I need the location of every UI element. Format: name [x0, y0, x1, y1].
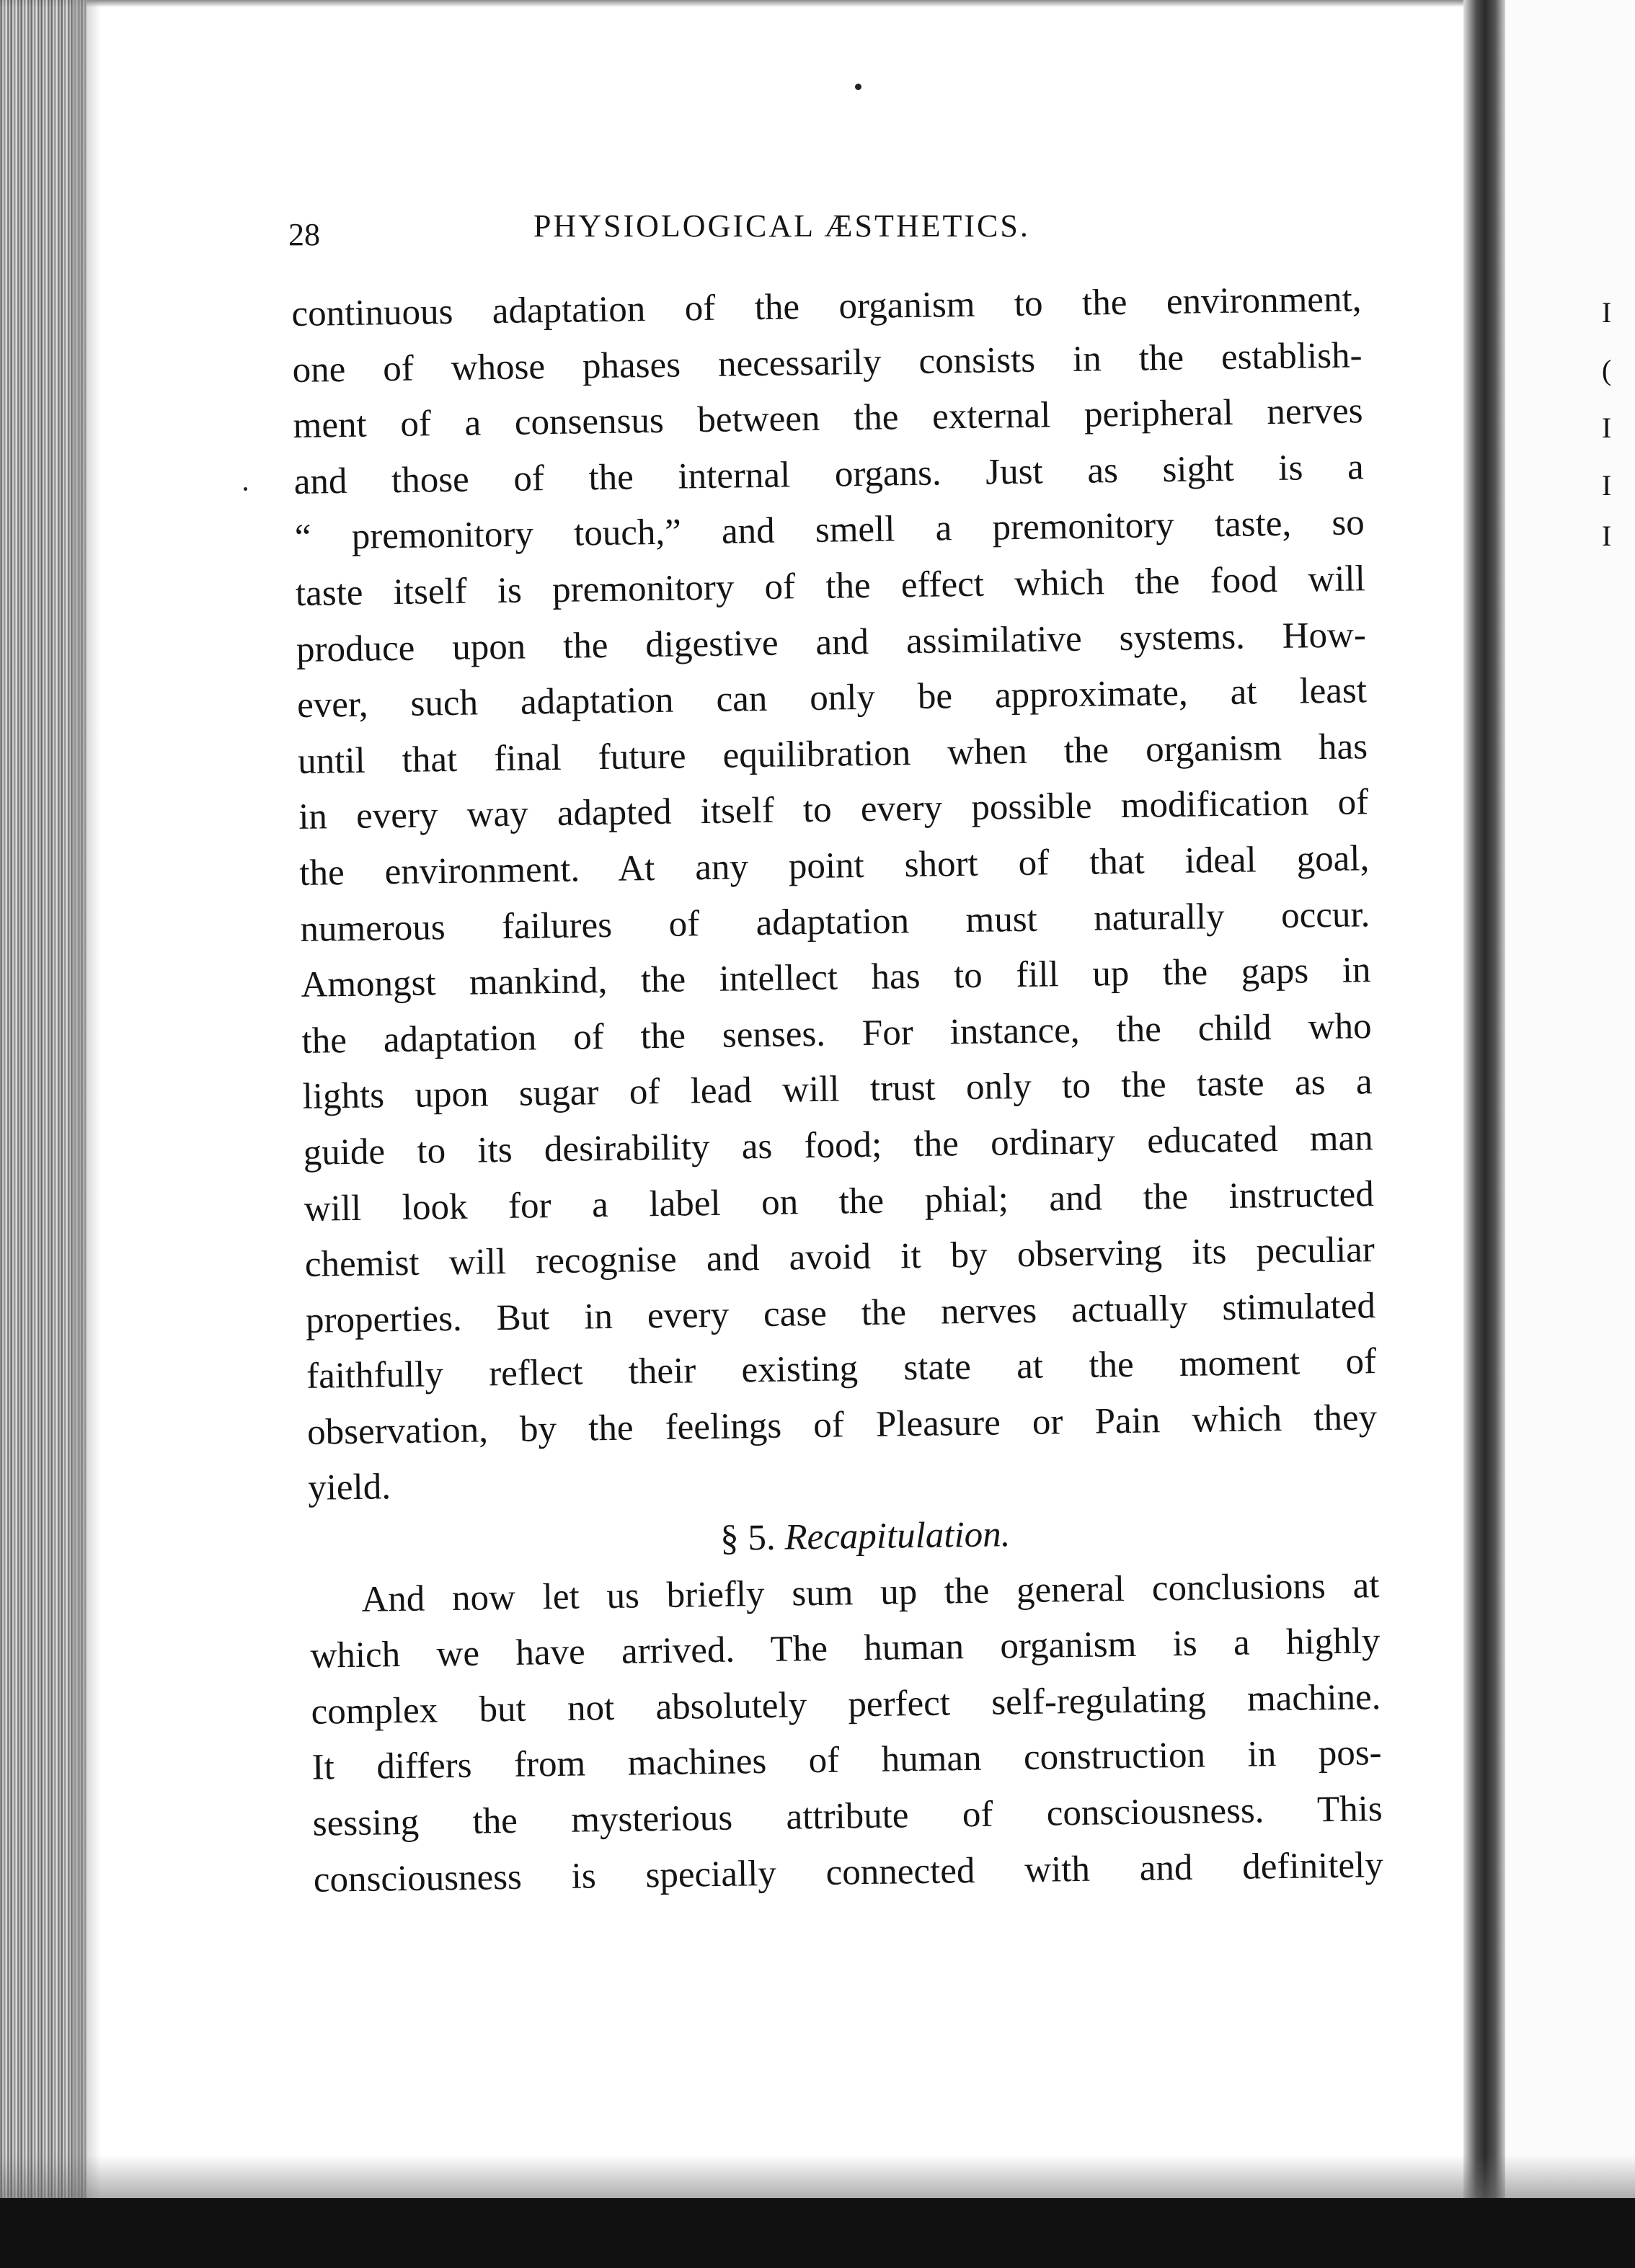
running-head: PHYSIOLOGICAL ÆSTHETICS. — [533, 208, 1030, 244]
text-line: in every way adapted itself to every possible modification of — [298, 782, 1369, 838]
left-binding-shadow — [72, 0, 101, 2198]
text-line: Amongst mankind, the intellect has to fill up the gaps in — [301, 950, 1371, 1006]
body-text — [291, 272, 1383, 1908]
top-page-edge — [0, 0, 1635, 7]
text-line: sessing the mysterious attribute of consciousness. This — [312, 1789, 1383, 1844]
text-line: ment of a consensus between the external peripheral nerves — [293, 391, 1363, 447]
text-line: ever, such adaptation can only be approximate, at least — [296, 670, 1368, 726]
text-line: properties. But in every case the nerves actually stimulated — [305, 1285, 1376, 1341]
text-line: numerous failures of adaptation must naturally occur. — [300, 894, 1370, 950]
section-symbol: § 5. — [719, 1517, 776, 1559]
text-line: observation, by the feelings of Pleasure or Pain which they — [306, 1397, 1378, 1453]
scanner-bottom-band — [0, 2198, 1635, 2268]
text-line: lights upon sugar of lead will trust only to the taste as a — [302, 1062, 1373, 1118]
next-page-letter: I — [1602, 520, 1612, 552]
text-line: one of whose phases necessarily consists in the establish- — [292, 334, 1362, 391]
text-line: the environment. At any point short of that ideal goal, — [298, 838, 1370, 894]
next-page-edge — [1505, 0, 1635, 2198]
text-line: taste itself is premonitory of the effect which the food will — [295, 559, 1366, 614]
text-line: which we have arrived. The human organism is a highly — [310, 1621, 1381, 1677]
next-page-letter: ( — [1602, 354, 1612, 386]
next-page-letter: I — [1602, 296, 1612, 329]
section-title: Recapitulation. — [784, 1514, 1011, 1558]
text-line: and those of the internal organs. Just as sight is a — [293, 447, 1365, 502]
text-line: “ premonitory touch,” and smell a premonitory taste, so — [294, 502, 1365, 559]
text-line: will look for a label on the phial; and the instructed — [303, 1173, 1375, 1229]
next-page-letter: I — [1602, 412, 1612, 444]
bottom-shadow — [0, 2155, 1635, 2198]
text-line: consciousness is specially connected with and definitely — [313, 1844, 1384, 1900]
text-line: guide to its desirability as food; the ordinary educated man — [303, 1118, 1374, 1173]
page-number: 28 — [288, 217, 320, 252]
text-line: chemist will recognise and avoid it by observing its peculiar — [304, 1229, 1375, 1285]
text-line: faithfully reflect their existing state at the moment of — [306, 1341, 1377, 1397]
text-line: produce upon the digestive and assimilative systems. How- — [296, 614, 1367, 670]
text-line: continuous adaptation of the organism to the environment, — [291, 279, 1362, 334]
text-line: complex but not absolutely perfect self-regulating machine. — [311, 1676, 1381, 1733]
text-line: It differs from machines of human construction in pos- — [311, 1733, 1382, 1789]
text-line: the adaptation of the senses. For instance, the child who — [301, 1005, 1372, 1062]
text-line: until that final future equilibration when the organism has — [297, 726, 1368, 782]
next-page-letter: I — [1602, 469, 1612, 502]
ink-speck — [855, 84, 861, 90]
right-gutter — [1463, 0, 1505, 2198]
text-line: yield. — [307, 1467, 391, 1509]
text-line: And now let us briefly sum up the general conclusions at — [361, 1565, 1380, 1620]
ink-speck — [244, 487, 247, 491]
